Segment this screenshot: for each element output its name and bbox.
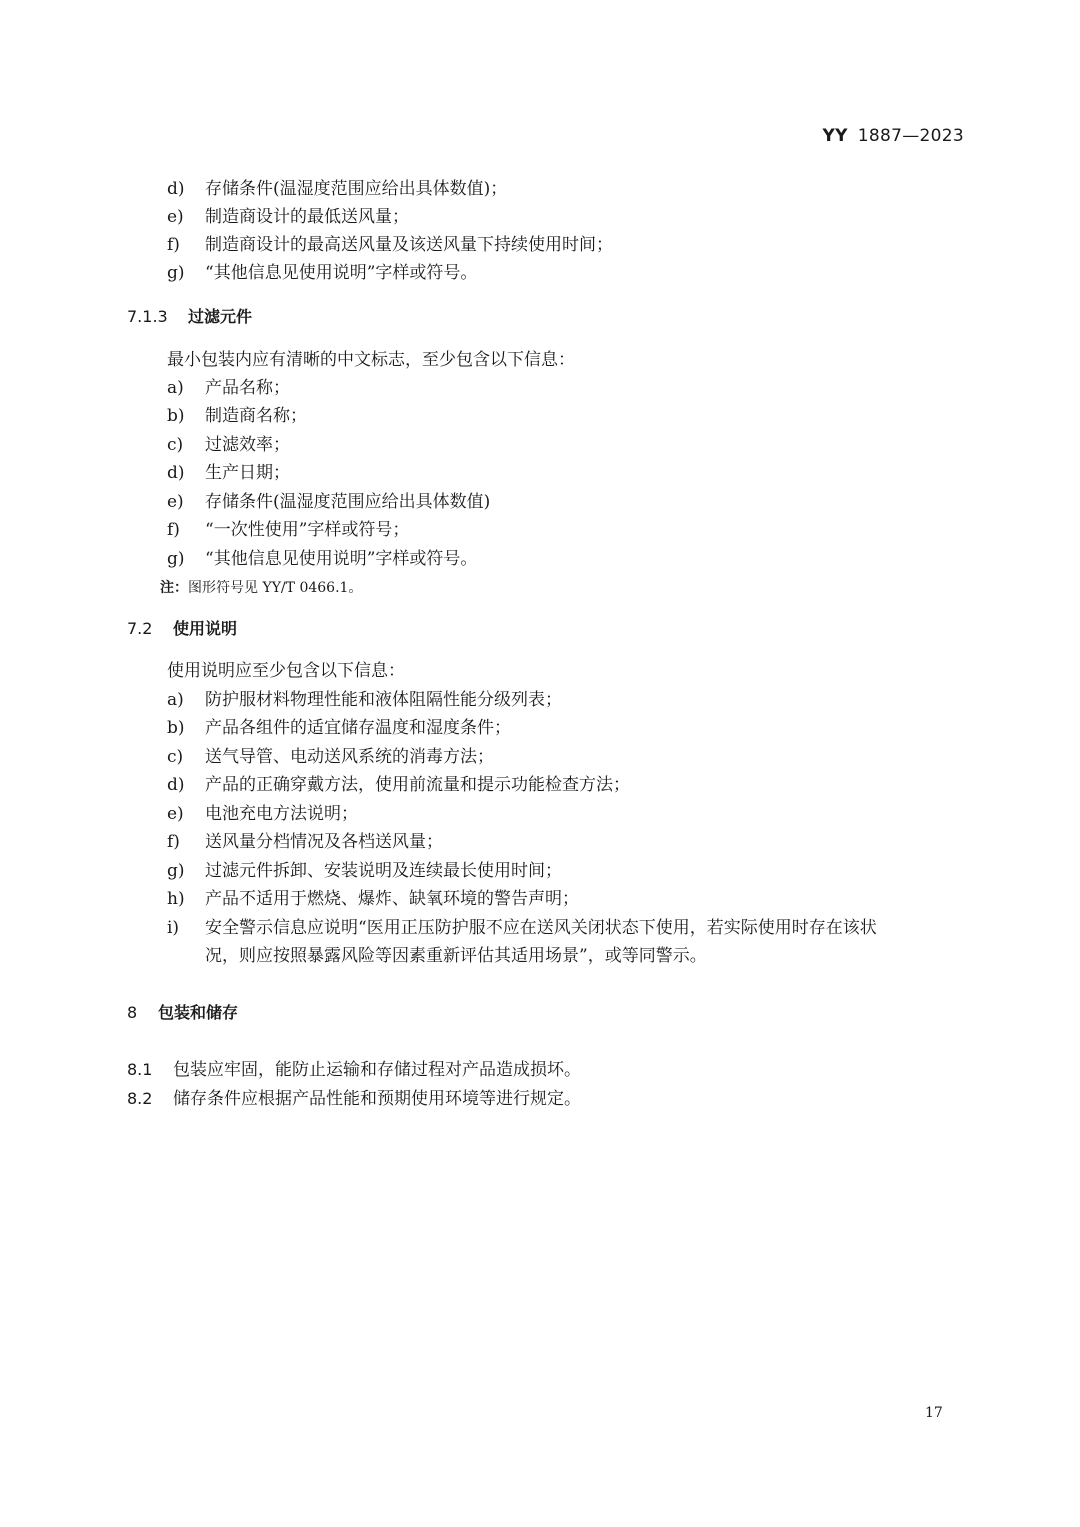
clause-8-2 — [127, 1085, 581, 1113]
list-item — [167, 714, 511, 742]
list-item — [167, 431, 290, 459]
list-text: 安全警示信息应说明“医用正压防护服不应在送风关闭状态下使用，若实际使用时存在该状 — [205, 918, 877, 938]
list-item — [167, 402, 307, 430]
list-text: 制造商名称； — [205, 406, 307, 426]
list-text: “一次性使用”字样或符号； — [205, 520, 410, 540]
list-marker: e) — [167, 492, 184, 512]
list-item — [167, 857, 562, 885]
list-text: 产品不适用于燃烧、爆炸、缺氧环境的警告声明； — [205, 889, 579, 909]
section-number: 8 — [127, 1003, 138, 1022]
list-text: 防护服材料物理性能和液体阻隔性能分级列表； — [205, 690, 562, 710]
section-number: 7.1.3 — [127, 307, 168, 326]
list-item — [167, 231, 613, 259]
note-label: 注： — [160, 580, 188, 596]
list-item-continuation: 况，则应按照暴露风险等因素重新评估其适用场景”，或等同警示。 — [205, 946, 707, 966]
note — [160, 576, 362, 600]
list-text: 送风量分档情况及各档送风量； — [205, 832, 443, 852]
section-heading-7-2 — [127, 615, 237, 643]
list-marker: h) — [167, 889, 185, 909]
list-marker: e) — [167, 804, 184, 824]
list-text: 制造商设计的最低送风量； — [205, 207, 409, 227]
section-title: 过滤元件 — [188, 307, 253, 326]
section-number: 7.2 — [127, 619, 153, 638]
list-text: 产品的正确穿戴方法，使用前流量和提示功能检查方法； — [205, 775, 630, 795]
list-marker: f) — [167, 832, 180, 852]
list-item — [167, 203, 409, 231]
section-intro: 最小包装内应有清晰的中文标志，至少包含以下信息： — [167, 350, 575, 370]
list-marker: c) — [167, 747, 184, 767]
clause-text: 储存条件应根据产品性能和预期使用环境等进行规定。 — [173, 1089, 581, 1109]
list-text: “其他信息见使用说明”字样或符号。 — [205, 549, 478, 569]
list-marker: e) — [167, 207, 184, 227]
list-text: 产品名称； — [205, 378, 290, 398]
list-text: 存储条件(温湿度范围应给出具体数值) — [205, 492, 491, 512]
list-item — [167, 175, 507, 203]
list-text: 存储条件(温湿度范围应给出具体数值)； — [205, 179, 508, 199]
list-item — [167, 828, 443, 856]
note-text: 图形符号见 YY/T 0466.1。 — [188, 580, 363, 596]
page-number: 17 — [925, 1405, 943, 1421]
section-intro: 使用说明应至少包含以下信息： — [167, 661, 405, 681]
list-marker: c) — [167, 435, 184, 455]
clause-number: 8.1 — [127, 1060, 153, 1079]
list-marker: g) — [167, 861, 185, 881]
list-marker: g) — [167, 263, 185, 283]
list-marker: a) — [167, 690, 184, 710]
list-text: 制造商设计的最高送风量及该送风量下持续使用时间； — [205, 235, 613, 255]
list-text: 过滤效率； — [205, 435, 290, 455]
clause-text: 包装应牢固，能防止运输和存储过程对产品造成损坏。 — [173, 1060, 581, 1080]
section-title: 包装和储存 — [158, 1003, 239, 1022]
list-item — [167, 743, 494, 771]
list-item — [167, 686, 562, 714]
list-marker: b) — [167, 406, 185, 426]
list-item — [167, 259, 477, 287]
list-marker: g) — [167, 549, 185, 569]
standard-prefix: YY — [822, 126, 848, 146]
list-item — [167, 488, 490, 516]
standard-number: 1887—2023 — [857, 126, 964, 146]
list-item — [167, 374, 290, 402]
list-marker: f) — [167, 520, 180, 540]
page-header — [823, 126, 964, 146]
list-marker: b) — [167, 718, 185, 738]
list-text: 电池充电方法说明； — [205, 804, 358, 824]
list-marker: i) — [167, 918, 180, 938]
list-text: 送气导管、电动送风系统的消毒方法； — [205, 747, 494, 767]
list-marker: d) — [167, 775, 185, 795]
list-marker: d) — [167, 463, 185, 483]
list-text: “其他信息见使用说明”字样或符号。 — [205, 263, 478, 283]
list-item — [167, 545, 477, 573]
list-marker: d) — [167, 179, 185, 199]
section-heading-8 — [127, 999, 238, 1027]
list-marker: f) — [167, 235, 180, 255]
list-text: 生产日期； — [205, 463, 290, 483]
section-heading-7-1-3 — [127, 303, 252, 331]
list-item — [167, 800, 358, 828]
list-item — [167, 516, 409, 544]
list-item — [167, 459, 290, 487]
list-item — [167, 885, 579, 913]
list-item — [167, 914, 877, 942]
section-title: 使用说明 — [173, 619, 238, 638]
clause-8-1 — [127, 1056, 581, 1084]
clause-number: 8.2 — [127, 1089, 153, 1108]
list-marker: a) — [167, 378, 184, 398]
list-text: 产品各组件的适宜储存温度和湿度条件； — [205, 718, 511, 738]
list-item — [167, 771, 630, 799]
list-text: 过滤元件拆卸、安装说明及连续最长使用时间； — [205, 861, 562, 881]
